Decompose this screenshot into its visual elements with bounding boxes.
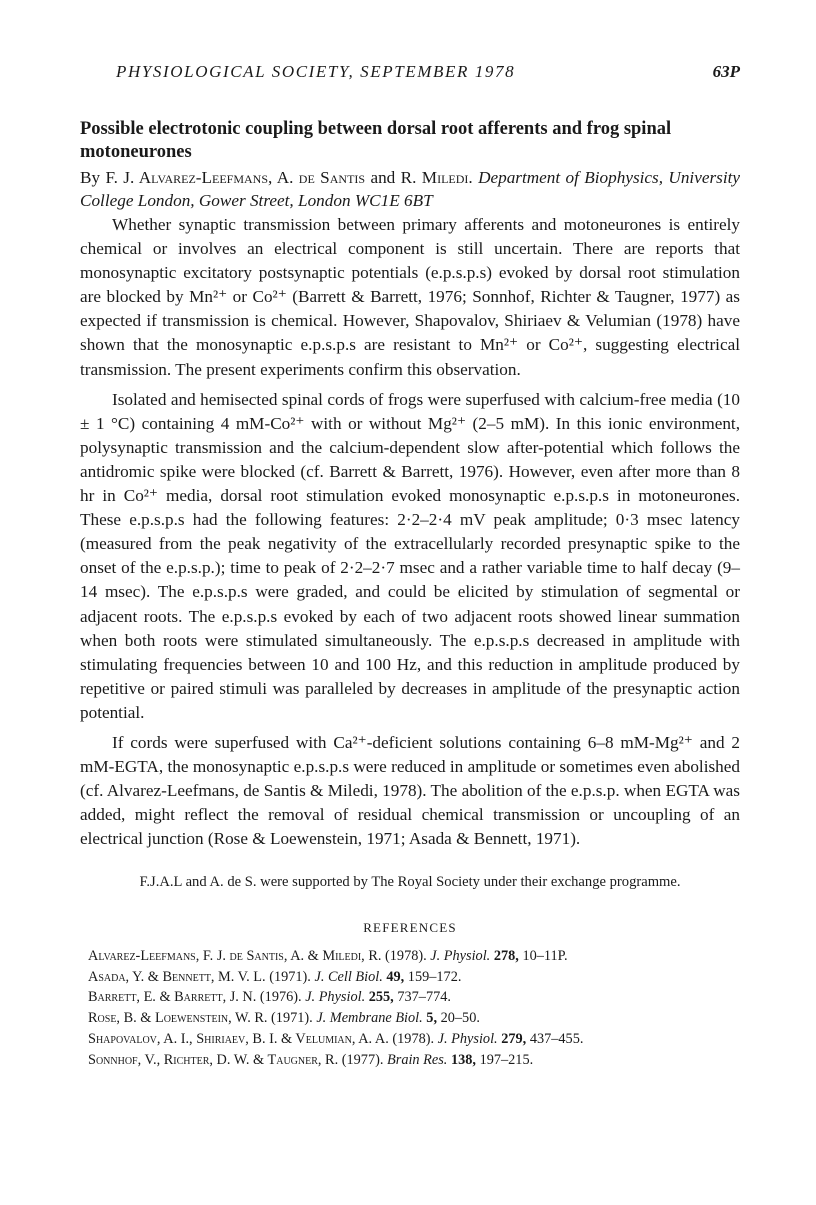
reference-volume: 49, [386,968,405,985]
reference-pages: 10–11P. [522,948,568,964]
reference-year: (1976). [259,989,302,1006]
reference-year: (1978). [385,948,427,964]
reference-pages: 197–215. [479,1051,534,1068]
reference-item [88,987,738,1008]
reference-authors: Barrett, E. & Barrett, J. N. [88,989,257,1006]
reference-journal: J. Physiol. [430,948,491,964]
reference-year: (1978). [392,1030,435,1047]
reference-authors: Rose, B. & Loewenstein, W. R. [88,1010,268,1027]
reference-item [88,1029,738,1050]
reference-item [88,1050,738,1071]
reference-volume: 138, [450,1051,476,1068]
reference-item [88,946,738,967]
paragraph-introduction: Whether synaptic transmission between primary afferents and motoneurones is entirely chemical or involves an electrical component is still uncertain. There are reports that monosynaptic excitatory postsynaptic potentials (e.p.s.p.s) evoked by dorsal root stimulation are blocked by Mn²⁺ or Co²⁺ (Barrett & Barrett, 1976; Sonnhof, Richter & Taugner, 1977) as expected if transmission is chemical. However, Shapovalov, Shiriaev & Velumian (1978) have shown that the monosynaptic e.p.s.p.s are resistant to Mn²⁺ or Co²⁺, suggesting electrical transmission. The present experiments confirm this observation. [80,215,740,379]
paragraph-methods-results: Isolated and hemisected spinal cords of frogs were superfused with calcium-free media (10 ± 1 °C) containing 4 mM-Co²⁺ with or without Mg²⁺ (2–5 mM). In this ionic environment, polysynaptic transmission and the calcium-dependent slow after-potential which follows the antidromic spike were blocked (cf. Barrett & Barrett, 1976). However, even after more than 8 hr in Co²⁺ media, dorsal root stimulation evoked monosynaptic e.p.s.p.s in motoneurones. These e.p.s.p.s had the following features: 2·2–2·4 mV peak amplitude; 0·3 msec latency (measured from the peak negativity of the extracellularly recorded presynaptic spike to the onset of the e.p.s.p.); time to peak of 2·2–2·7 msec and a rather variable time to half decay (9–14 msec). The e.p.s.p.s were graded, and could be elicited by stimulation of segmental or adjacent roots. The e.p.s.p.s evoked by each of two adjacent roots showed linear summation when both roots were stimulated simultaneously. The e.p.s.p.s decreased in amplitude with stimulating frequencies between 10 and 100 Hz, and this reduction in amplitude produced by repetitive or paired stimuli was paralleled by decreases in amplitude of the presynaptic action potential. [80,389,740,722]
references-heading: REFERENCES [363,920,457,935]
reference-authors: Asada, Y. & Bennett, M. V. L. [88,968,266,985]
reference-year: (1971). [271,1010,313,1027]
authors-last: R. Miledi. [400,168,473,187]
reference-pages: 437–455. [529,1030,584,1047]
reference-authors: Shapovalov, A. I., Shiriaev, B. I. & Velumian, A. A. [88,1030,389,1047]
reference-journal: J. Physiol. [305,989,366,1006]
reference-volume: 5, [426,1010,438,1027]
byline-by: By [80,168,101,187]
reference-volume: 279, [501,1030,527,1047]
reference-year: (1971). [269,968,311,985]
reference-journal: J. Cell Biol. [314,968,383,985]
reference-authors: Alvarez-Leefmans, F. J. de Santis, A. & Miledi, R. [88,948,382,964]
reference-item [88,967,738,988]
reference-list [88,946,738,1070]
byline [80,166,740,212]
reference-journal: Brain Res. [387,1051,448,1068]
reference-pages: 159–172. [407,968,462,985]
reference-journal: J. Membrane Biol. [316,1010,423,1027]
reference-pages: 20–50. [440,1010,480,1027]
paragraph-egta: If cords were superfused with Ca²⁺-deficient solutions containing 6–8 mM-Mg²⁺ and 2 mM-EGTA, the monosynaptic e.p.s.p.s were reduced in amplitude or sometimes even abolished (cf. Alvarez-Leefmans, de Santis & Miledi, 1978). The abolition of the e.p.s.p. when EGTA was added, might reflect the removal of residual chemical transmission or uncoupling of an electrical junction (Rose & Loewenstein, 1971; Asada & Bennett, 1971). [80,732,740,849]
article-body [80,213,740,857]
article-title: Possible electrotonic coupling between dorsal root afferents and frog spinal motoneurones [80,119,672,162]
authors-primary: F. J. Alvarez-Leefmans, A. de Santis [105,168,366,187]
running-head: PHYSIOLOGICAL SOCIETY, SEPTEMBER 1978 [116,62,516,81]
reference-volume: 255, [368,989,394,1006]
page-number: 63P [712,62,740,81]
reference-item [88,1008,738,1029]
reference-volume: 278, [493,948,519,964]
reference-pages: 737–774. [397,989,451,1006]
byline-and: and [370,168,396,187]
reference-authors: Sonnhof, V., Richter, D. W. & Taugner, R. [88,1051,339,1068]
affiliation: Department of Biophysics, University College London, Gower Street, London WC1E 6BT [80,168,741,210]
acknowledgement: F.J.A.L and A. de S. were supported by The Royal Society under their exchange programme. [139,874,681,890]
reference-year: (1977). [341,1051,384,1068]
reference-journal: J. Physiol. [437,1030,498,1047]
